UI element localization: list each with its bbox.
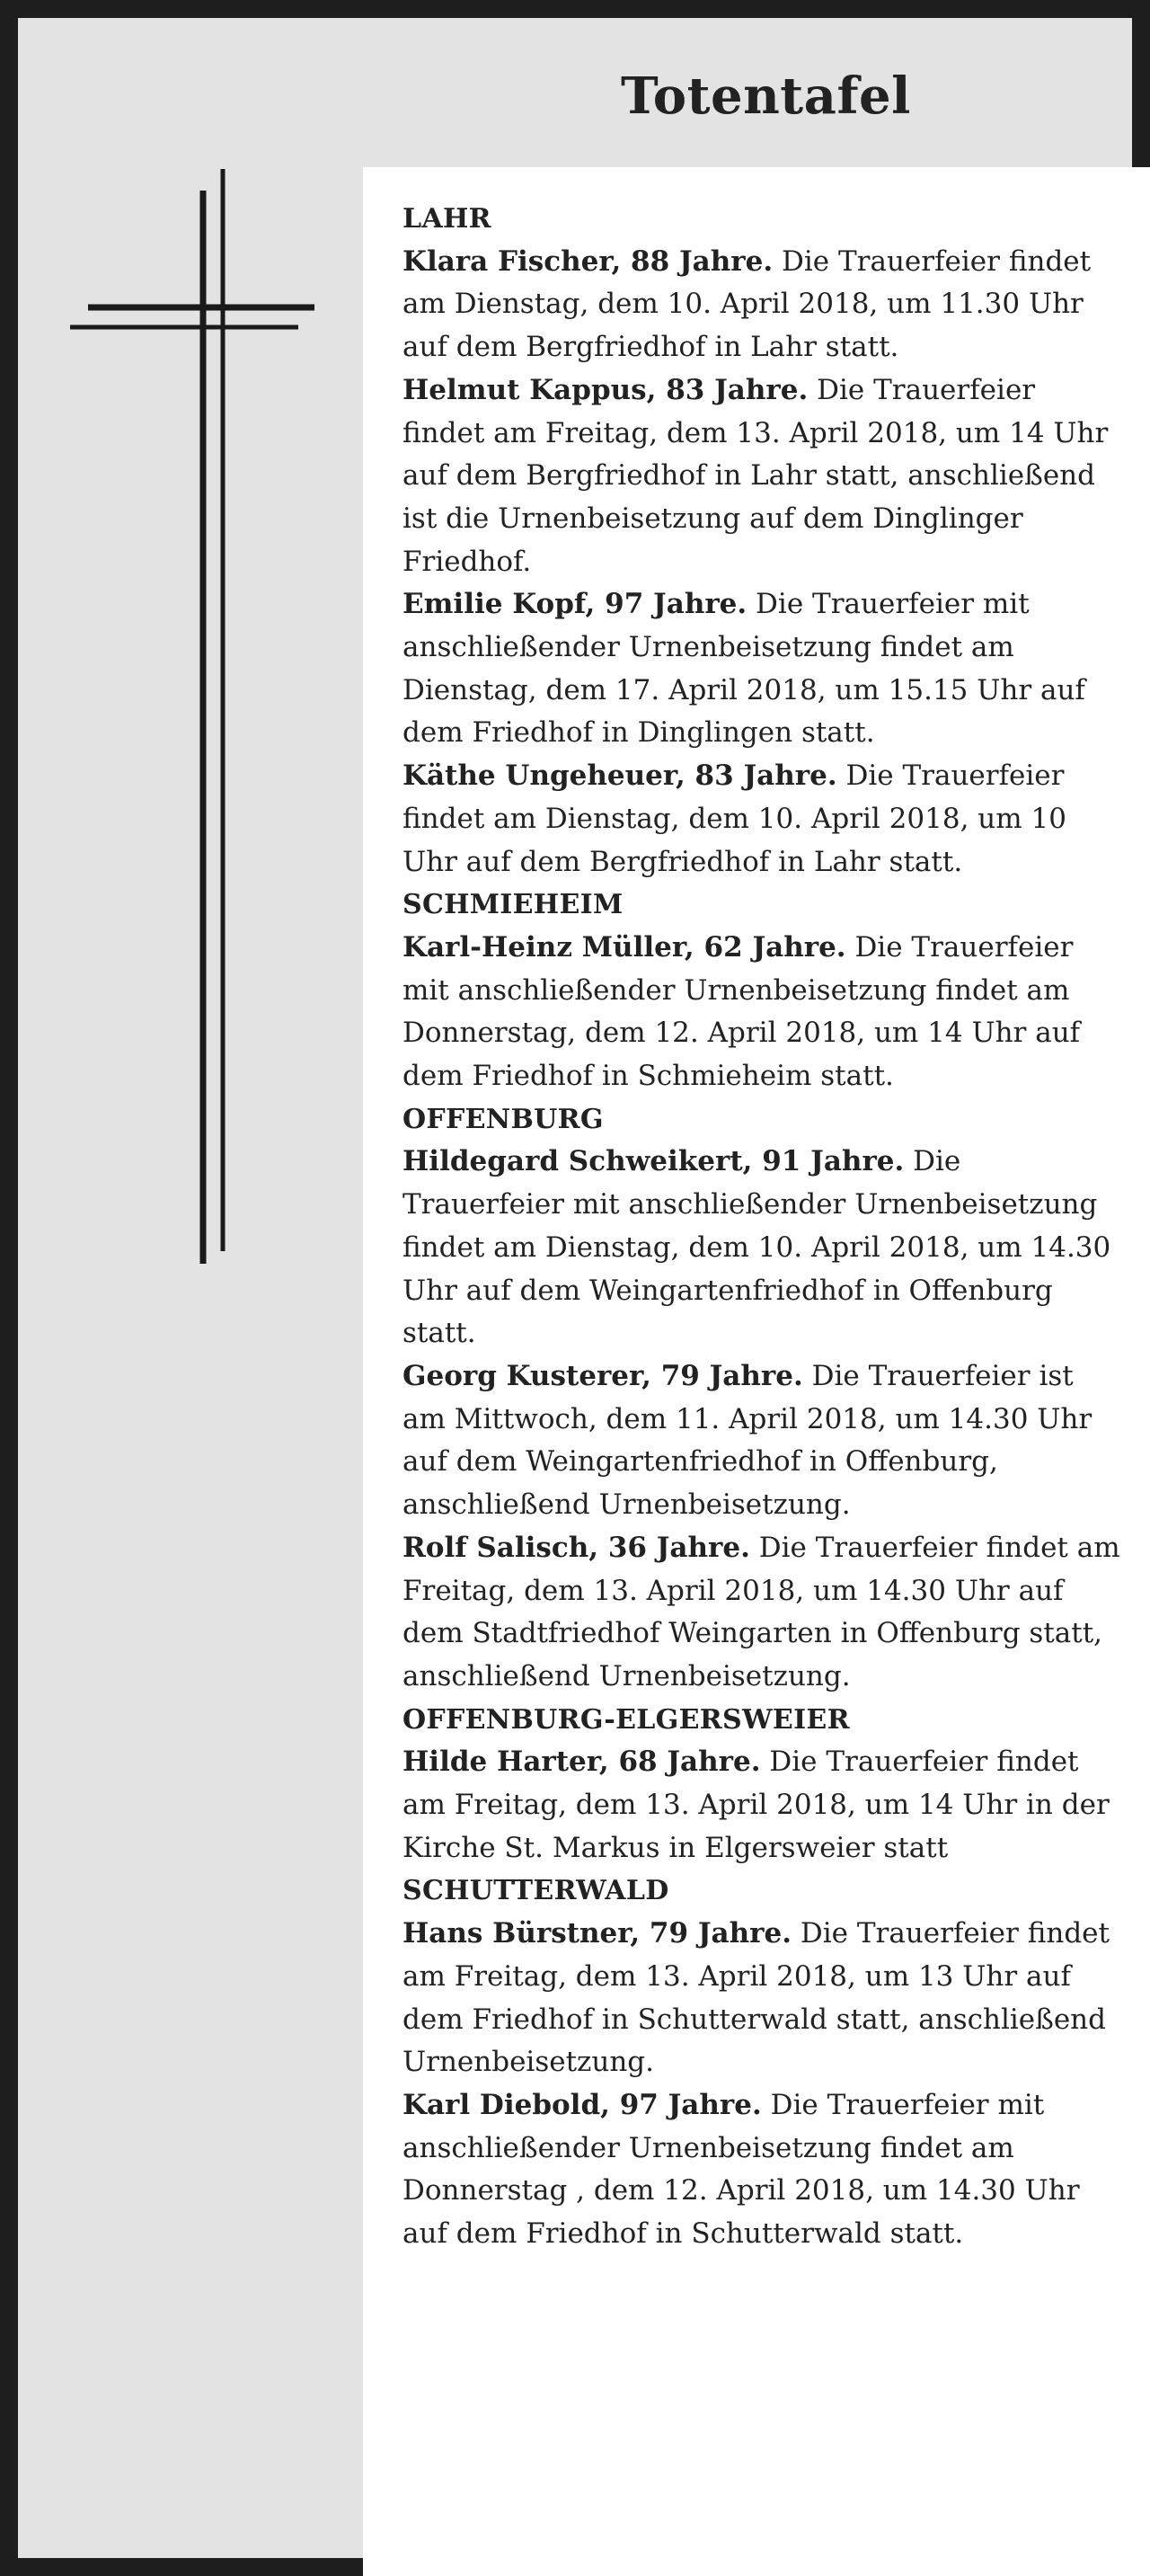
ceremony-details: Die Trauerfeier mit anschließender Urnenbeisetzung findet am Dienstag, dem 17. April 2018, um 15.15 Uhr auf dem Friedhof in Dinglingen statt. (402, 588, 1085, 750)
obituary-entry (402, 1913, 1121, 2084)
obituary-entry (402, 369, 1121, 584)
obituary-entry (402, 1355, 1121, 1527)
deceased-name: Karl-Heinz Müller, 62 Jahre. (402, 930, 846, 964)
deceased-name: Hilde Harter, 68 Jahre. (402, 1745, 761, 1779)
place-heading: OFFENBURG (402, 1103, 604, 1135)
ceremony-details: Die Trauerfeier findet am Dienstag, dem 10. April 2018, um 11.30 Uhr auf dem Bergfriedhof in Lahr statt. (402, 244, 1092, 364)
ceremony-details: Die Trauerfeier mit anschließender Urnenbeisetzung findet am Donnerstag , dem 12. April 2018, um 14.30 Uhr auf dem Friedhof in Schutterwald statt. (402, 2088, 1080, 2251)
deceased-name: Emilie Kopf, 97 Jahre. (402, 588, 748, 621)
obituary-entry (402, 241, 1121, 369)
ceremony-details: Die Trauerfeier mit anschließender Urnenbeisetzung findet am Donnerstag, dem 12. April 2018, um 14 Uhr auf dem Friedhof in Schmieheim statt. (402, 930, 1081, 1093)
deceased-name: Klara Fischer, 88 Jahre. (402, 244, 774, 278)
obituary-entry (402, 927, 1121, 1098)
deceased-name: Hans Bürstner, 79 Jahre. (402, 1917, 792, 1950)
deceased-name: Rolf Salisch, 36 Jahre. (402, 1531, 750, 1564)
obituary-entry (402, 583, 1121, 755)
ceremony-details: Die Trauerfeier findet am Freitag, dem 13. April 2018, um 14 Uhr in der Kirche St. Markus in Elgersweier statt (402, 1745, 1110, 1864)
ceremony-details: Die Trauerfeier findet am Dienstag, dem 10. April 2018, um 10 Uhr auf dem Bergfriedhof in Lahr statt. (402, 759, 1066, 878)
deceased-name: Käthe Ungeheuer, 83 Jahre. (402, 759, 837, 793)
obituary-entry (402, 2084, 1121, 2256)
obituary-entry (402, 1741, 1121, 1870)
deceased-name: Karl Diebold, 97 Jahre. (402, 2088, 762, 2121)
place-heading: SCHUTTERWALD (402, 1875, 669, 1907)
ceremony-details: Die Trauerfeier findet am Freitag, dem 13. April 2018, um 14 Uhr auf dem Bergfriedhof in Lahr statt, anschließend ist die Urnenbeisetzung auf dem Dinglinger Friedhof. (402, 373, 1109, 578)
deceased-name: Hildegard Schweikert, 91 Jahre. (402, 1145, 905, 1178)
place-heading: OFFENBURG-ELGERSWEIER (402, 1703, 850, 1736)
obituary-entry (402, 1527, 1121, 1699)
obituary-entry (402, 755, 1121, 884)
ceremony-details: Die Trauerfeier ist am Mittwoch, dem 11. April 2018, um 14.30 Uhr auf dem Weingartenfriedhof in Offenburg, anschließend Urnenbeisetzung. (402, 1359, 1092, 1522)
ceremony-details: Die Trauerfeier findet am Freitag, dem 13. April 2018, um 13 Uhr auf dem Friedhof in Schutterwald statt, anschließend Urnenbeisetzung. (402, 1917, 1110, 2079)
obituary-list (402, 198, 1121, 2256)
cross-icon (18, 18, 377, 1276)
place-heading: LAHR (402, 203, 491, 235)
obituary-entry (402, 1141, 1121, 1355)
obituary-list-panel (363, 167, 1150, 2576)
deceased-name: Georg Kusterer, 79 Jahre. (402, 1359, 803, 1392)
ceremony-details: Die Trauerfeier findet am Freitag, dem 13. April 2018, um 14.30 Uhr auf dem Stadtfriedhof Weingarten in Offenburg statt, anschließend Urnenbeisetzung. (402, 1531, 1120, 1692)
place-heading: SCHMIEHEIM (402, 889, 624, 921)
ceremony-details: Die Trauerfeier mit anschließender Urnenbeisetzung findet am Dienstag, dem 10. April 2018, um 14.30 Uhr auf dem Weingartenfriedhof in Offenburg statt. (402, 1145, 1111, 1350)
page-title: Totentafel (621, 67, 911, 126)
deceased-name: Helmut Kappus, 83 Jahre. (402, 373, 809, 406)
